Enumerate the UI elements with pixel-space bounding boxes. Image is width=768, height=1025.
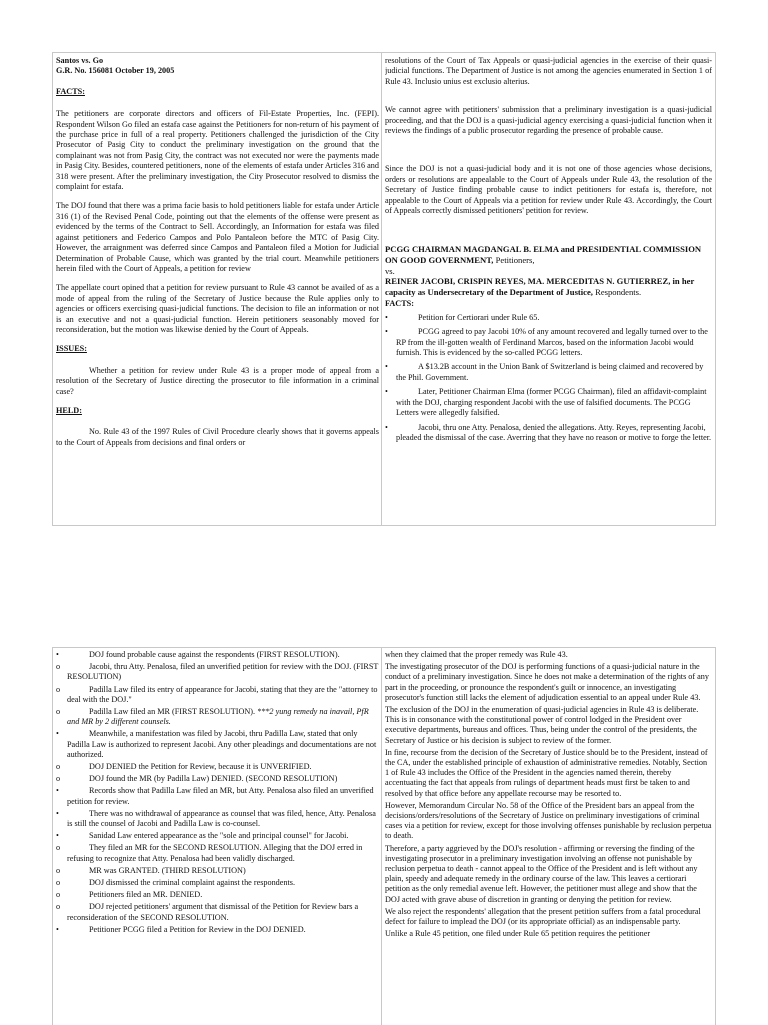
held-heading: HELD:	[56, 405, 82, 415]
left-column-top	[56, 53, 379, 457]
list-item: • Jacobi, thru one Atty. Penalosa, denied the allegations. Atty. Reyes, representing Jacobi, pleaded the dismissal of the case. Averring that they have no reason or motive to forge the letter.	[385, 422, 712, 442]
list-item: o They filed an MR for the SECOND RESOLUTION. Alleging that the DOJ erred in refusing to recognize that Atty. Penalosa had been validly discharged.	[56, 843, 363, 863]
margin-note: ***2 yung remedy na inavail, PfR and MR by 2 different counsels.	[67, 707, 369, 727]
list-item: • A $13.2B account in the Union Bank of Switzerland is being claimed and recovered by the Phil. Government.	[385, 362, 704, 382]
column-divider	[381, 53, 382, 525]
ruling-text-6: Therefore, a party aggrieved by the DOJ's resolution - affirming or reversing the finding of the investigating prosecutor in a preliminary investigation involving an offense not punishable by reclusion perpetua to death - cannot appeal to the Office of the President and is left without any plain, speedy and adequate remedy in the ordinary course of the law. This leaves a certiorari petition as the only remedial avenue left. However, the petitioner must allege and show that the DOJ acted with grave abuse of discretion in granting or denying the petition for review.	[385, 843, 698, 904]
ruling-text-3: The exclusion of the DOJ in the enumeration of quasi-judicial agencies in Rule 43 is deliberate. This is in consonance with the constitutional power of control lodged in the President over executive departments, bureaus and offices. Thus, being under the control of the presidents, the Secretary of Justice or his decision is subject to review of the former.	[385, 705, 699, 745]
list-item: o DOJ dismissed the criminal complaint against the respondents.	[56, 878, 296, 888]
ruling-paragraph-3: Since the DOJ is not a quasi-judicial body and it is not one of those agencies whose decisions, orders or resolutions are appealable to the Court of Appeals under Rule 43, the resolution of the Secretary of Justice finding probable cause to indict petitioners for estafa is, therefore, not appealable to the Court of Appeals via a petition for review under Rule 43. Accordingly, the Court of Appeals correctly dismissed petitioners' petition for review.	[385, 164, 712, 216]
list-item: • Sanidad Law entered appearance as the "sole and principal counsel" for Jacobi.	[56, 831, 349, 841]
petitioners-names: PCGG CHAIRMAN MAGDANGAL B. ELMA and PRESIDENTIAL COMMISSION ON GOOD GOVERNMENT,	[385, 244, 702, 266]
page-bottom	[52, 647, 716, 1025]
ruling-text-4: In fine, recourse from the decision of the Secretary of Justice should be to the President, instead of the CA, under the established principle of exhaustion of administrative remedies. Notably, Section 1 of Rule 43 includes the Office of the President in the agencies named therein, thereby accentuating the fact that appeals from rulings of department heads must first be taken to and resolved by that office before any appellate recourse may be resorted to.	[385, 747, 708, 798]
list-item: o Petitioners filed an MR. DENIED.	[56, 890, 203, 900]
column-divider	[381, 648, 382, 1025]
ruling-paragraph-1: resolutions of the Court of Tax Appeals or quasi-judicial agencies in the exercise of their quasi-judicial functions. The Department of Justice is not among the agencies enumerated in Section 1 of Rule 43. Inclusio unius est exclusio alterius.	[385, 56, 712, 86]
ruling-text-7: We also reject the respondents' allegation that the present petition suffers from a fatal procedural defect for failure to implead the DOJ (or its appropriate official) as an indispensable party.	[385, 906, 701, 927]
ruling-text-8: Unlike a Rule 45 petition, one filed under Rule 65 petition requires the petitioner	[385, 929, 651, 939]
list-item: • Later, Petitioner Chairman Elma (former PCGG Chairman), filed an affidavit-complaint with the DOJ, charging respondent Jacobi with the use of falsified documents. The PCGG Letters were allegedly falsified.	[385, 387, 707, 418]
issues-heading: ISSUES:	[56, 344, 87, 354]
second-facts-heading: FACTS:	[385, 299, 414, 309]
respondents-names: REINER JACOBI, CRISPIN REYES, MA. MERCEDITAS N. GUTIERREZ, in her capacity as Undersecretary of the Department of Justice,	[385, 276, 695, 297]
facts-paragraph-2: The DOJ found that there was a prima facie basis to hold petitioners liable for estafa under Article 316 (1) of the Revised Penal Code, pointing out that the elements of the offense were present as evidenced by the terms of the Contract to Sell. Accordingly, an Information for estafa was filed against petitioners and Federico Campos and Polo Pantaleon before the MTC of Pasig City. However, the arraignment was deferred since Campos and Pantaleon filed a Motion for Judicial Determination of Probable Cause, which was granted by the trial court. Meanwhile petitioners herein filed with the Court of Appeals, a petition for review	[56, 201, 379, 273]
facts-paragraph-3: The appellate court opined that a petition for review pursuant to Rule 43 cannot be availed of as a mode of appeal from the ruling of the Secretary of Justice because the Rule applies only to agencies or officers exercising quasi-judicial functions. The decision to file an information or not is an executive and not a quasi-judicial function. Herein petitioners seasonably moved for reconsideration, but the motion was likewise denied by the Court of Appeals.	[56, 283, 379, 334]
list-item: • DOJ found probable cause against the respondents (FIRST RESOLUTION).	[56, 650, 340, 659]
second-case-caption	[385, 244, 712, 297]
ruling-text-2: The investigating prosecutor of the DOJ is performing functions of a quasi-judicial nature in the conduct of a preliminary investigation. Since he does not make a determination of the rights of any part in the proceeding, or pronounce the respondent's guilt or innocence, an investigating prosecutor's function still lacks the element of adjudication essential to an appeal under Rule 43.	[385, 662, 709, 702]
list-item: • Petitioner PCGG filed a Petition for Review in the DOJ DENIED.	[56, 924, 306, 934]
list-item: o Padilla Law filed its entry of appearance for Jacobi, stating that they are the "attorney to deal with the DOJ."	[56, 684, 378, 704]
list-item: o DOJ found the MR (by Padilla Law) DENIED. (SECOND RESOLUTION)	[56, 774, 338, 784]
facts-paragraph-1: The petitioners are corporate directors and officers of Fil-Estate Properties, Inc. (FEPI). Respondent Wilson Go filed an estafa case against the Petitioners for non-return of his payment of the purchase price in full of a real property. Petitioners challenged the jurisdiction of the City Prosecutor of Pasig City to conduct the preliminary investigation on the ground that the complainant was not from Pasig City, the contract was not executed nor were the payments made in Pasig City. Besides, countered petitioners, none of the elements of estafa under Articles 316 and 318 were present. After the preliminary investigation, the City Prosecutor resolved to dismiss the complaint for estafa.	[56, 109, 379, 192]
held-paragraph: No. Rule 43 of the 1997 Rules of Civil Procedure clearly shows that it governs appeals to the Court of Appeals from decisions and final orders or	[56, 427, 379, 447]
case-title: Santos vs. Go	[56, 56, 104, 65]
ruling-paragraph-2: We cannot agree with petitioners' submission that a preliminary investigation is a quasi-judicial proceeding, and that the DOJ is a quasi-judicial agency exercising a quasi-judicial function when it reviews the findings of a public prosecutor regarding the presence of probable cause.	[385, 105, 712, 136]
list-item: • There was no withdrawal of appearance as counsel that was filed, hence, Atty. Penalosa is still the counsel of Jacobi and Padilla Law is co-counsel.	[56, 808, 376, 829]
case-number-line	[56, 66, 379, 76]
ruling-text-5: However, Memorandum Circular No. 58 of the Office of the President bars an appeal from the decisions/orders/resolutions of the Secretary of Justice on preliminary investigations of criminal cases via a petition for review, except for those involving offenses punishable by reclusion perpetua to death.	[385, 800, 712, 841]
respondents-label: Respondents.	[592, 286, 642, 297]
left-column-bottom	[56, 650, 379, 937]
list-item: • Petition for Certiorari under Rule 65.	[385, 312, 540, 322]
issue-paragraph: Whether a petition for review under Rule 43 is a proper mode of appeal from a resolution of the Secretary of Justice directing the prosecutor to file information in a criminal case?	[56, 365, 379, 396]
right-column-top	[385, 53, 712, 447]
gr-number: G.R. No. 156081	[56, 66, 114, 76]
facts-heading: FACTS:	[56, 86, 85, 96]
list-item: o DOJ DENIED the Petition for Review, because it is UNVERIFIED.	[56, 762, 312, 772]
right-column-bottom	[385, 650, 712, 941]
second-facts-list	[385, 313, 712, 443]
ruling-text-1: when they claimed that the proper remedy was Rule 43.	[385, 650, 568, 659]
petitioners-label: Petitioners,	[493, 255, 535, 266]
list-item: • Records show that Padilla Law filed an MR, but Atty. Penalosa also filed an unverified petition for review.	[56, 786, 374, 806]
list-item: o Jacobi, thru Atty. Penalosa, filed an unverified petition for review with the DOJ. (FIRST RESOLUTION)	[56, 662, 379, 682]
list-item: • Meanwhile, a manifestation was filed by Jacobi, thru Padilla Law, stated that only Padilla Law is authorized to represent Jacobi. Any other pleadings and documentations are not authorized.	[56, 729, 377, 759]
page-top	[52, 52, 716, 526]
list-item: o Padilla Law filed an MR (FIRST RESOLUTION). ***2 yung remedy na inavail, PfR and MR by 2 different counsels.	[56, 707, 369, 727]
versus: vs.	[385, 265, 395, 276]
list-item: • PCGG agreed to pay Jacobi 10% of any amount recovered and legally turned over to the RP from the ill-gotten wealth of Ferdinand Marcos, based on the information Jacobi would furnish. This is evidenced by the so-called PCGG letters.	[385, 327, 708, 358]
list-item: o DOJ rejected petitioners' argument that dismissal of the Petition for Review bars a reconsideration of the SECOND RESOLUTION.	[56, 902, 359, 922]
list-item: o MR was GRANTED. (THIRD RESOLUTION)	[56, 865, 246, 875]
case-date: October 19, 2005	[115, 66, 175, 76]
